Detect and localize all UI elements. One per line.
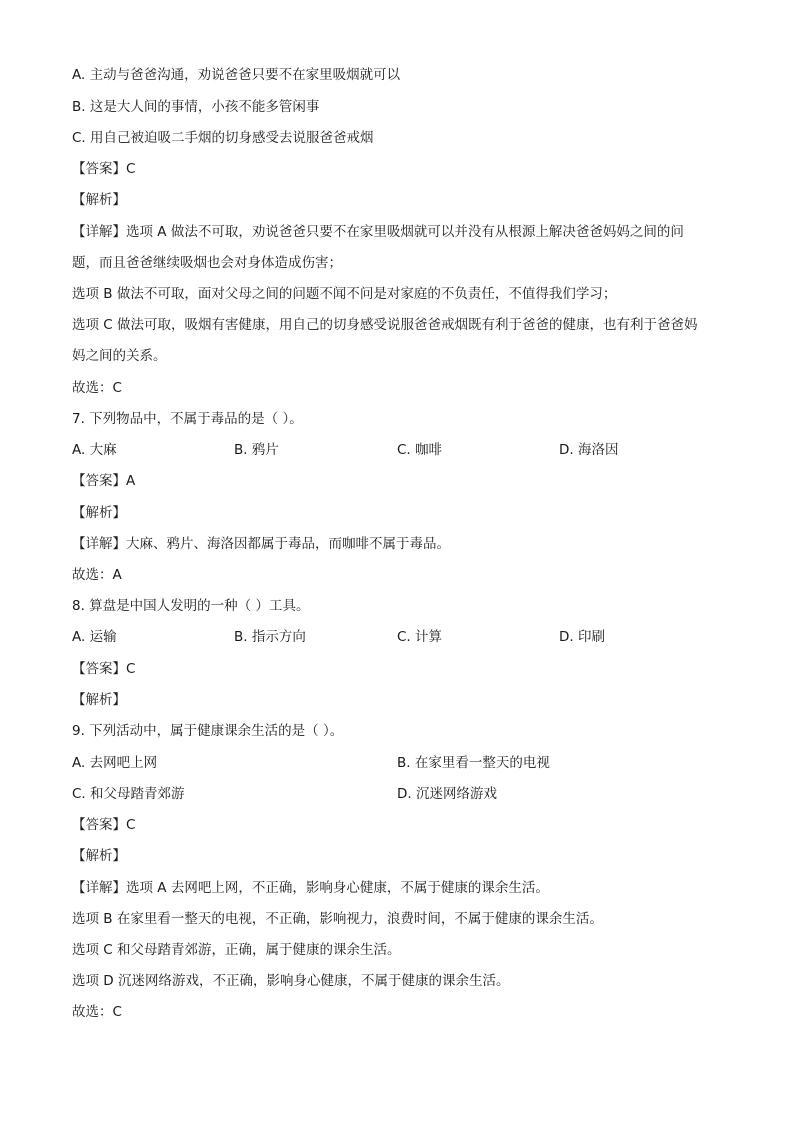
q7-option-a: A. 大麻	[72, 442, 117, 458]
q9-detail-line: 选项 B 在家里看一整天的电视，不正确，影响视力，浪费时间，不属于健康的课余生活。	[72, 911, 603, 927]
q6-choose: 故选：C	[72, 380, 122, 396]
q9-option-a: A. 去网吧上网	[72, 755, 158, 771]
q8-option-b: B. 指示方向	[234, 629, 306, 645]
q6-detail-line: 选项 B 做法不可取，面对父母之间的问题不闻不问是对家庭的不负责任，不值得我们学习；	[72, 286, 617, 302]
q9-answer: 【答案】C	[72, 817, 136, 833]
q6-detail-line: 题，而且爸爸继续吸烟也会对身体造成伤害；	[72, 255, 342, 271]
q6-analysis-heading: 【解析】	[72, 192, 126, 208]
q9-choose: 故选：C	[72, 1004, 122, 1020]
q7-choose: 故选：A	[72, 567, 122, 583]
q9-option-d: D. 沉迷网络游戏	[397, 786, 497, 802]
q9-stem: 9. 下列活动中，属于健康课余生活的是（ ）。	[72, 723, 344, 739]
q8-stem: 8. 算盘是中国人发明的一种（ ）工具。	[72, 598, 310, 614]
q9-analysis-heading: 【解析】	[72, 848, 126, 864]
q6-detail-line: 妈之间的关系。	[72, 348, 167, 364]
q6-option-a: A. 主动与爸爸沟通，劝说爸爸只要不在家里吸烟就可以	[72, 67, 401, 83]
q9-detail-line: 【详解】选项 A 去网吧上网，不正确，影响身心健康，不属于健康的课余生活。	[72, 880, 549, 896]
q6-detail-line: 选项 C 做法可取，吸烟有害健康，用自己的切身感受说服爸爸戒烟既有利于爸爸的健康，也有利于爸爸妈	[72, 317, 698, 333]
q8-option-d: D. 印刷	[559, 629, 605, 645]
q7-option-b: B. 鸦片	[234, 442, 279, 458]
q6-answer: 【答案】C	[72, 161, 136, 177]
q8-answer: 【答案】C	[72, 661, 136, 677]
q9-option-c: C. 和父母踏青郊游	[72, 786, 185, 802]
q7-detail: 【详解】大麻、鸦片、海洛因都属于毒品，而咖啡不属于毒品。	[72, 536, 450, 552]
q8-option-a: A. 运输	[72, 629, 117, 645]
q7-stem: 7. 下列物品中，不属于毒品的是（ ）。	[72, 411, 303, 427]
q9-options-row2	[72, 785, 732, 803]
q8-options	[72, 628, 732, 646]
q6-detail-line: 【详解】选项 A 做法不可取，劝说爸爸只要不在家里吸烟就可以并没有从根源上解决爸爸妈妈之间的问	[72, 224, 684, 240]
q8-analysis-heading: 【解析】	[72, 692, 126, 708]
q7-answer: 【答案】A	[72, 473, 136, 489]
q6-option-c: C. 用自己被迫吸二手烟的切身感受去说服爸爸戒烟	[72, 130, 374, 146]
q9-option-b: B. 在家里看一整天的电视	[397, 755, 550, 771]
q7-option-c: C. 咖啡	[397, 442, 443, 458]
q9-options-row1	[72, 754, 732, 772]
q7-analysis-heading: 【解析】	[72, 505, 126, 521]
q9-detail-line: 选项 C 和父母踏青郊游，正确，属于健康的课余生活。	[72, 942, 401, 958]
q6-option-b: B. 这是大人间的事情，小孩不能多管闲事	[72, 99, 320, 115]
q7-option-d: D. 海洛因	[559, 442, 619, 458]
q7-options	[72, 441, 732, 459]
q9-detail-line: 选项 D 沉迷网络游戏，不正确，影响身心健康，不属于健康的课余生活。	[72, 973, 510, 989]
q8-option-c: C. 计算	[397, 629, 443, 645]
